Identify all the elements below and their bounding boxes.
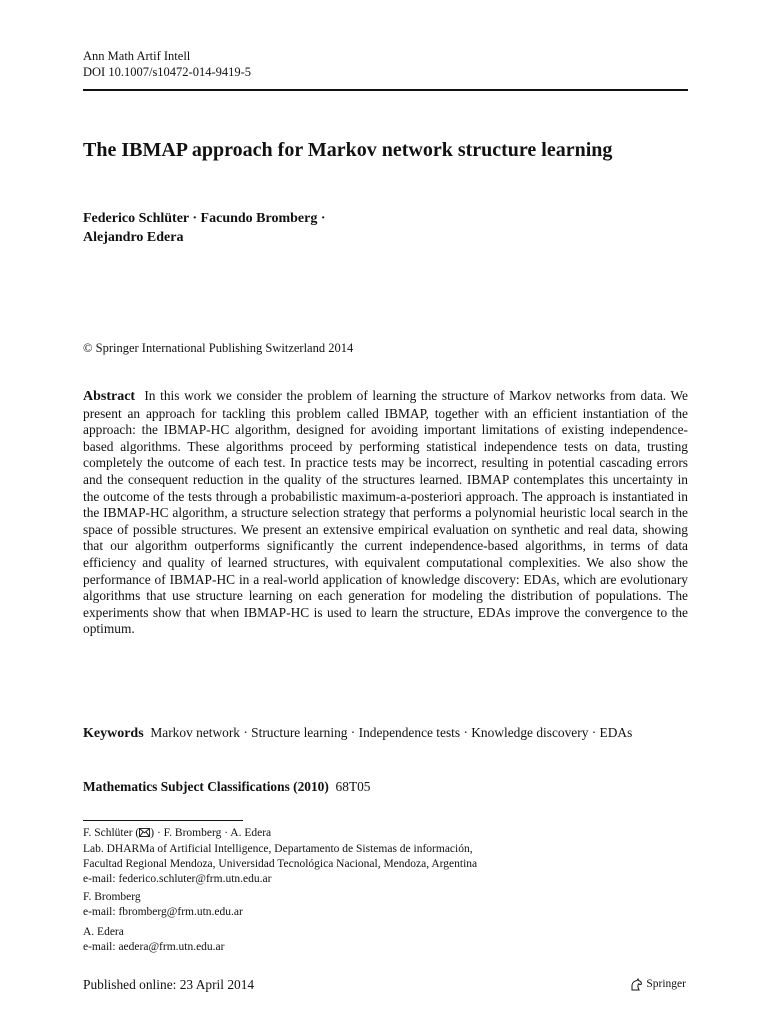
journal-header: [83, 48, 251, 80]
paper-title: The IBMAP approach for Markov network structure learning: [83, 139, 613, 161]
affiliation-block-3: [83, 925, 225, 955]
author-list: [83, 209, 326, 247]
abstract: [83, 388, 688, 638]
abstract-label: Abstract: [83, 389, 136, 404]
keywords-label: Keywords: [83, 726, 144, 741]
paper-page: [83, 0, 688, 1024]
author-name-bromberg: F. Bromberg: [83, 891, 141, 903]
copyright-notice: © Springer International Publishing Switzerland 2014: [83, 341, 354, 355]
envelope-icon[interactable]: [139, 827, 150, 842]
affiliation-block-1: [83, 826, 477, 887]
journal-name: Ann Math Artif Intell: [83, 49, 191, 63]
author-name-edera: A. Edera: [83, 926, 124, 938]
msc-classification: [83, 778, 371, 795]
affiliation-block-2: [83, 890, 243, 920]
keywords: [83, 724, 688, 742]
msc-label: Mathematics Subject Classifications (2010): [83, 779, 329, 794]
affiliation-names: F. Schlüter ( ) · F. Bromberg · A. Edera: [83, 826, 477, 842]
keywords-text: Markov network · Structure learning · Independence tests · Knowledge discovery · EDAs: [150, 725, 633, 740]
msc-code: 68T05: [335, 779, 371, 794]
email-bromberg[interactable]: e-mail: fbromberg@frm.utn.edu.ar: [83, 906, 243, 918]
publisher-logo: [629, 976, 686, 993]
published-date: Published online: 23 April 2014: [83, 977, 255, 992]
authors-line-2: Alejandro Edera: [83, 230, 184, 245]
publisher-name: Springer: [646, 978, 686, 990]
email-edera[interactable]: e-mail: aedera@frm.utn.edu.ar: [83, 941, 225, 953]
springer-horse-icon: [629, 978, 643, 992]
abstract-text: In this work we consider the problem of learning the structure of Markov networks from data. We present an approach for tackling this problem called IBMAP, together with an efficient instantiation of the approach: the IBMAP-HC algorithm, designed for avoiding important limitations of existing independence-based algorithms. These algorithms proceed by performing statistical independence tests on data, trusting completely the outcome of each test. In practice tests may be incorrect, resulting in potential cascading errors and the consequent reduction in the quality of the structures learned. IBMAP contemplates this uncertainty in the outcome of the tests through a probabilistic maximum-a-posteriori approach. The approach is instantiated in the IBMAP-HC algorithm, a structure selection strategy that performs a polynomial heuristic local search in the space of possible structures. We present an extensive empirical evaluation on synthetic and real data, showing that our algorithm outperforms significantly the current independence-based algorithms, in terms of data efficiency and quality of learned structures, with equivalent computational complexities. We also show the performance of IBMAP-HC in a real-world application of knowledge discovery: EDAs, which are evolutionary algorithms that use structure learning on each generation for modeling the distribution of populations. The experiments show that when IBMAP-HC is used to learn the structure, EDAs improve the convergence to the optimum.: [83, 388, 688, 637]
footnote-rule: [83, 820, 243, 821]
affiliation-faculty: Facultad Regional Mendoza, Universidad Tecnológica Nacional, Mendoza, Argentina: [83, 858, 478, 870]
doi[interactable]: DOI 10.1007/s10472-014-9419-5: [83, 65, 252, 79]
email-schluter[interactable]: e-mail: federico.schluter@frm.utn.edu.ar: [83, 873, 272, 885]
header-rule: [83, 89, 688, 91]
affiliation-lab: Lab. DHARMa of Artificial Intelligence, Departamento de Sistemas de información,: [83, 843, 473, 855]
authors-line-1: Federico Schlüter · Facundo Bromberg ·: [83, 211, 326, 226]
